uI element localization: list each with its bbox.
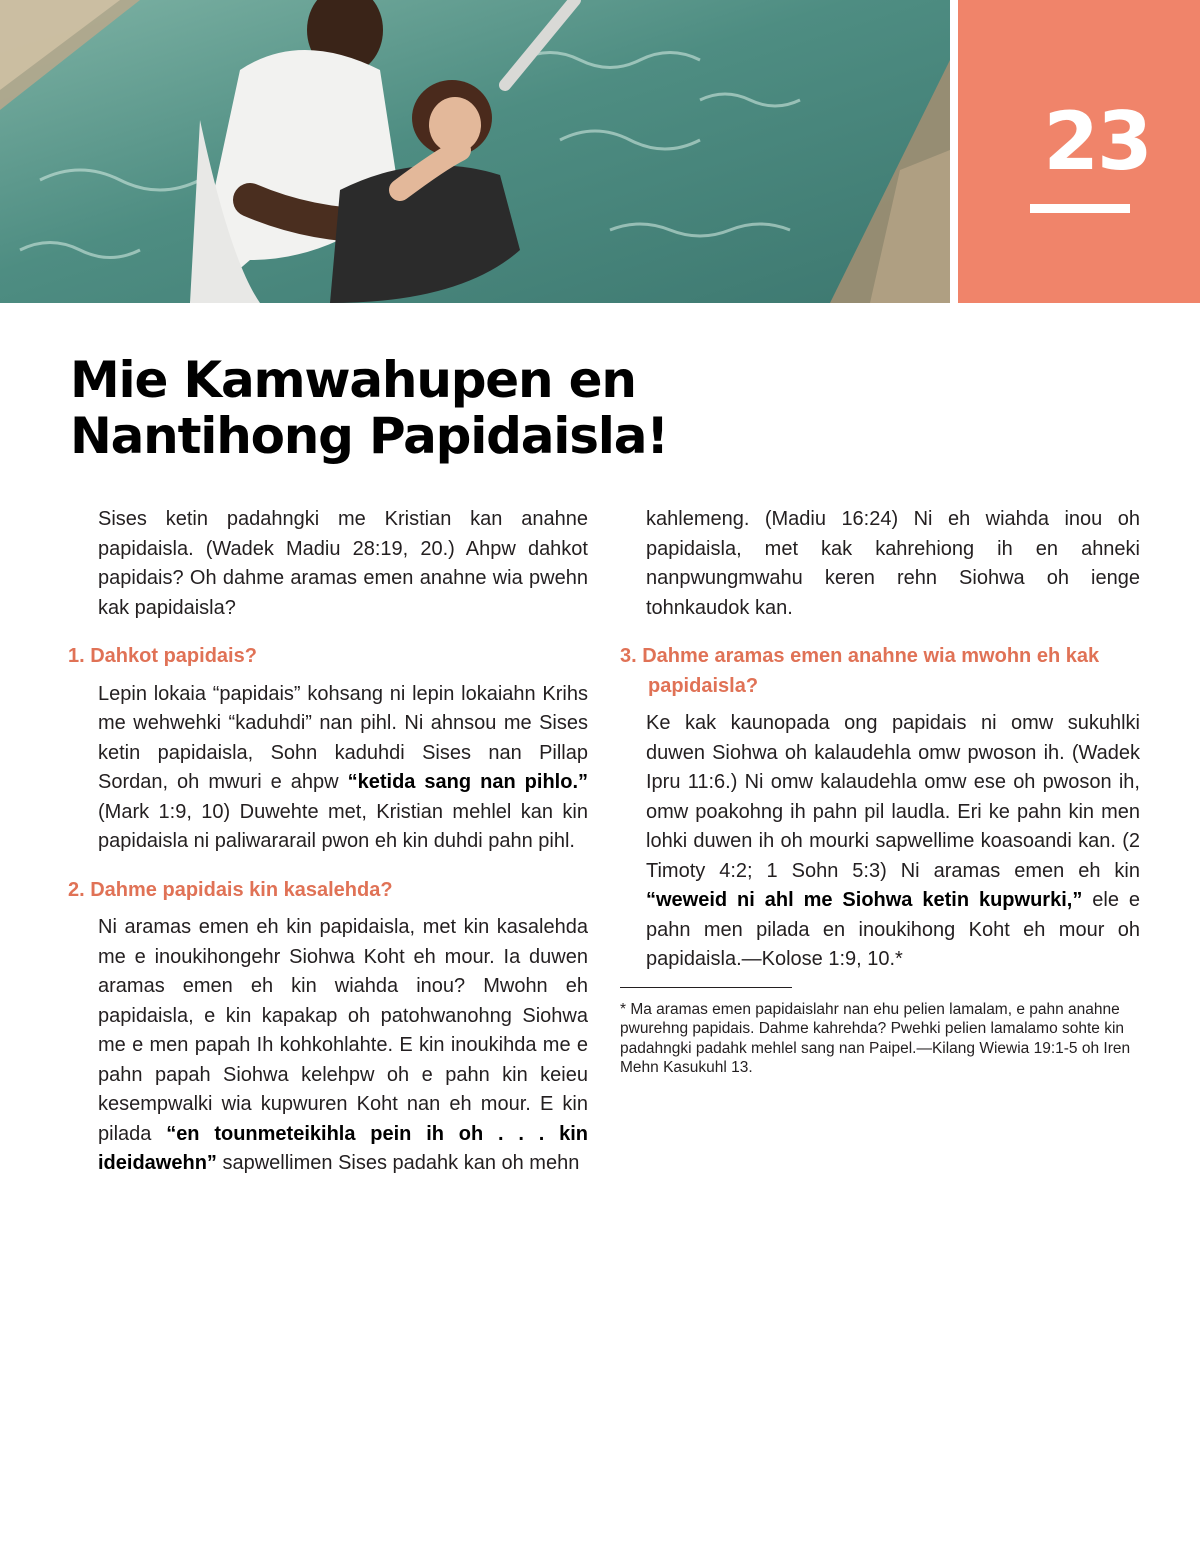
- section-2-heading: 2. Dahme papidais kin kasalehda?: [68, 878, 393, 901]
- section-1-paragraph: [68, 680, 588, 857]
- section-2-paragraph: [68, 913, 588, 1208]
- section-2-bold-quote: “en tounmeteikihla pein ih oh . . . kin ideidawehn”: [98, 1122, 588, 1174]
- section-3-text-b: ele e pahn men pilada en inoukihong Koht eh mour oh papidaisla.—Kolose 1:9, 10.*: [646, 889, 1140, 970]
- left-column: [68, 505, 588, 1208]
- title-line-1: Mie Kamwahupen en: [70, 351, 636, 409]
- right-column: [620, 505, 1140, 1078]
- section-3-bold-quote: “weweid ni ahl me Siohwa ketin kupwurki,”: [646, 889, 1083, 911]
- section-1-heading: 1. Dahkot papidais?: [68, 645, 257, 667]
- section-1-text-a: Lepin lokaia “papidais” kohsang ni lepin lokaiahn Krihs me wehwehki “kaduhdi” nan pihl. Ni ahnsou me Sises ketin papidaisla, Sohn kaduhdi Sises nan Pillap Sordan, oh mwuri e ahpw: [98, 682, 588, 793]
- baptism-illustration: [0, 0, 950, 303]
- footnote: * Ma aramas emen papidaislahr nan ehu pelien lamalam, e pahn anahne pwurehng papidais. Dahme kahrehda? Pwehki pelien lamalamo sohte kin padahngki padahk mehlel sang nan Paipel.—Kilang Wiewia 19:1-5 oh Iren Mehn Kasukuhl 13.: [620, 1000, 1131, 1076]
- page-title: [70, 352, 690, 464]
- lesson-number: 23: [1043, 95, 1151, 188]
- section-3-heading: 3. Dahme aramas emen anahne wia mwohn eh kak papidaisla?: [620, 645, 1100, 697]
- badge-underline: [1030, 204, 1130, 213]
- section-2-continuation: kahlemeng. (Madiu 16:24) Ni eh wiahda inou oh papidaisla, met kak kahrehiong ih en ahneki nanpwungmwahu keren rehn Siohwa oh ienge tohnkaudok kan.: [646, 508, 1140, 619]
- intro-paragraph: Sises ketin padahngki me Kristian kan anahne papidaisla. (Wadek Madiu 28:19, 20.) Ahpw dahkot papidais? Oh dahme aramas emen anahne wia pwehn kak papidaisla?: [98, 508, 588, 619]
- section-2-text-a: Ni aramas emen eh kin papidaisla, met kin kasalehda me e inoukihongehr Siohwa Koht eh mour. Ia duwen aramas emen eh kin wiahda inou? Mwohn eh papidaisla, e kin kapakap oh patohwanohng Siohwa me e men papah Ih kohkohlahte. E kin inoukihda me e pahn papah Siohwa kelehpw oh e pahn kin keieu kesempwalki wia kupwuren Koht nan eh mour. E kin pilada: [98, 916, 588, 1145]
- title-line-2: Nantihong Papidaisla!: [70, 407, 668, 465]
- baptism-photo: [0, 0, 950, 303]
- section-1-bold-quote: “ketida sang nan pihlo.”: [347, 771, 588, 793]
- lesson-number-badge: [958, 0, 1200, 303]
- section-1-text-b: (Mark 1:9, 10) Duwehte met, Kristian mehlel kan kin papidaisla ni paliwararail pwon eh kin duhdi pahn pihl.: [98, 800, 588, 852]
- footnote-divider: [620, 987, 792, 988]
- section-3-paragraph: [620, 709, 1140, 975]
- section-2-text-b: sapwellimen Sises padahk kan oh mehn: [216, 1152, 580, 1174]
- section-3-text-a: Ke kak kaunopada ong papidais ni omw sukuhlki duwen Siohwa oh kalaudehla omw pwoson ih. (Wadek Ipru 11:6.) Ni omw kalaudehla omw ese oh pwoson ih, omw poakohng ih pahn pil laudla. Eri ke pahn kin men lohki duwen ih oh mourki sapwellime koasoandi kan. (2 Timoty 4:2; 1 Sohn 5:3) Ni aramas emen eh kin: [646, 712, 1140, 882]
